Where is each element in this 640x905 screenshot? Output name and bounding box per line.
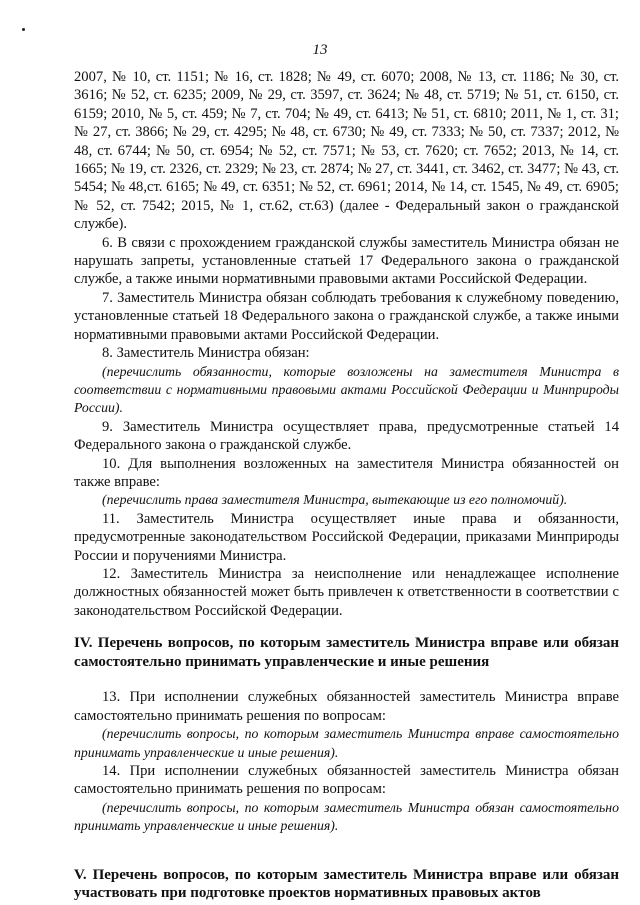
paragraph-8: 8. Заместитель Министра обязан: — [102, 345, 310, 362]
page-number: 13 — [312, 42, 328, 58]
paragraph-10-note: (перечислить права заместителя Министра, вытекающие из его полномочий). — [102, 492, 568, 508]
paragraph-14: 14. При исполнении служебных обязанностей заместитель Министра обязан самостоятельно принимать решения по вопросам: — [74, 763, 619, 798]
section-heading-v: V. Перечень вопросов, по которым заместитель Министра вправе или обязан участвовать при подготовке проектов нормативных правовых актов — [74, 866, 619, 902]
scan-dot — [22, 28, 25, 31]
paragraph-12: 12. Заместитель Министра за неисполнение или ненадлежащее исполнение должностных обязанностей может быть привлечен к ответственности в соответствии с законодательством Российской Федерации. — [74, 565, 619, 619]
paragraph-continuation: 2007, № 10, ст. 1151; № 16, ст. 1828; № 49, ст. 6070; 2008, № 13, ст. 1186; № 30, ст. 3616; № 52, ст. 6235; 2009, № 29, ст. 3597, ст. 3624; № 48, ст. 5719; № 51, ст. 6150, ст. 6159; 2010, № 5, ст. 459; № 7, ст. 704; № 49, ст. 6413; № 51, ст. 6810; 2011, № 1, ст. 31; № 27, ст. 3866; № 29, ст. 4295; № 48, ст. 6730; № 49, ст. 7333; № 50, ст. 7337; 2012, № 48, ст. 6744; № 50, ст. 6954; № 52, ст. 7571; № 53, ст. 7620; ст. 7652; 2013, № 14, ст. 1665; № 19, ст. 2326, ст. 2329; № 23, ст. 2874; № 27, ст. 3441, ст. 3462, ст. 3477; № 43, ст. 5454; № 48,ст. 6165; № 49, ст. 6351; № 52, ст. 6961; 2014, № 14, ст. 1545, № 49, ст. 6905; № 52, ст. 7542; 2015, № 1, ст.62, ст.63) (далее - Федеральный закон о гражданской службе). — [74, 69, 619, 233]
paragraph-14-note: (перечислить вопросы, по которым заместитель Министра обязан самостоятельно принимать управленческие и иные решения). — [74, 799, 619, 834]
paragraph-6: 6. В связи с прохождением гражданской службы заместитель Министра обязан не нарушать запреты, установленные статьей 17 Федерального закона о гражданской службе, а также иными нормативными правовыми актами Российской Федерации. — [74, 234, 619, 288]
paragraph-8-note: (перечислить обязанности, которые возложены на заместителя Министра в соответствии с нормативными правовыми актами Российской Федерации и Минприроды России). — [74, 363, 619, 416]
paragraph-13-note: (перечислить вопросы, по которым заместитель Министра вправе самостоятельно принимать управленческие и иные решения). — [74, 726, 619, 760]
page-content — [74, 68, 619, 903]
paragraph-11: 11. Заместитель Министра осуществляет иные права и обязанности, предусмотренные законодательством Российской Федерации, приказами Минприроды России и поручениями Министра. — [74, 510, 619, 564]
paragraph-9: 9. Заместитель Министра осуществляет права, предусмотренные статьей 14 Федерального закона о гражданской службе. — [74, 418, 619, 454]
paragraph-13: 13. При исполнении служебных обязанностей заместитель Министра вправе самостоятельно принимать решения по вопросам: — [74, 689, 619, 724]
section-heading-iv: IV. Перечень вопросов, по которым заместитель Министра вправе или обязан самостоятельно принимать управленческие и иные решения — [74, 635, 619, 670]
paragraph-7: 7. Заместитель Министра обязан соблюдать требования к служебному поведению, установленные статьей 18 Федерального закона о гражданской службе, а также иными нормативными правовыми актами Российской Федерации. — [74, 289, 619, 343]
paragraph-10: 10. Для выполнения возложенных на заместителя Министра обязанностей он также вправе: — [74, 455, 619, 490]
